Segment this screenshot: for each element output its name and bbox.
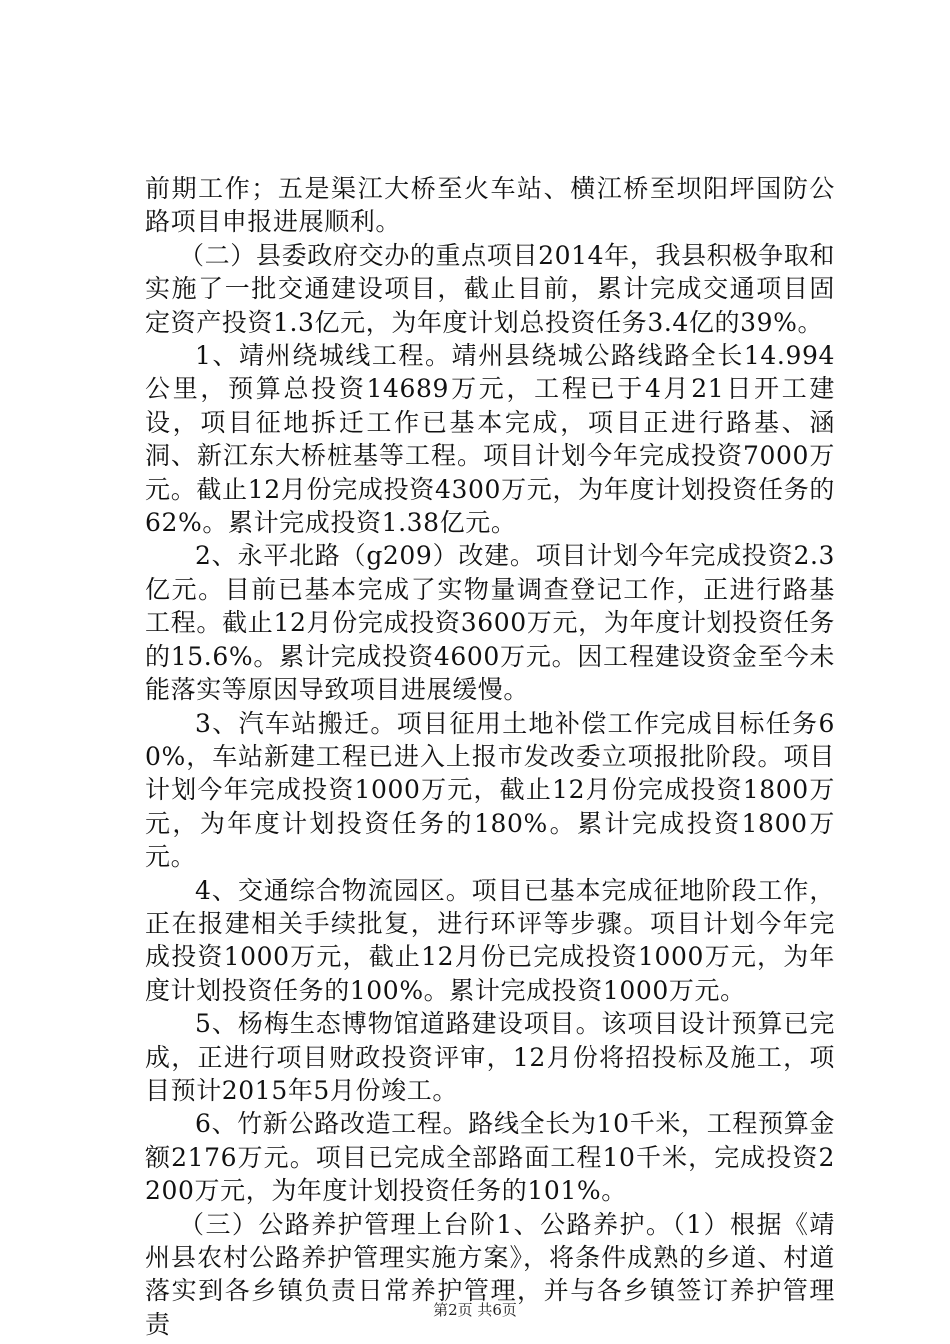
- paragraph-item-5: 5、杨梅生态博物馆道路建设项目。该项目设计预算已完成，正进行项目财政投资评审，12月份将招投标及施工，项目预计2015年5月份竣工。: [145, 1009, 835, 1105]
- paragraph-section-three: （三）公路养护管理上台阶1、公路养护。（1）根据《靖州县农村公路养护管理实施方案》，将条件成熟的乡道、村道落实到各乡镇负责日常养护管理，并与各乡镇签订养护管理责: [145, 1209, 835, 1339]
- page-number-footer: 第2页 共6页: [433, 1301, 517, 1319]
- paragraph-item-6: 6、竹新公路改造工程。路线全长为10千米，工程预算金额2176万元。项目已完成全部路面工程10千米，完成投资2200万元，为年度计划投资任务的101%。: [145, 1109, 835, 1206]
- paragraph-section-two: （二）县委政府交办的重点项目2014年，我县积极争取和实施了一批交通建设项目，截止目前，累计完成交通项目固定资产投资1.3亿元，为年度计划总投资任务3.4亿的39%。: [145, 240, 835, 337]
- paragraph-item-1: 1、靖州绕城线工程。靖州县绕城公路线路全长14.994公里，预算总投资14689万元，工程已于4月21日开工建设，项目征地拆迁工作已基本完成，项目正进行路基、涵洞、新江东大桥桩基等工程。项目计划今年完成投资7000万元。截止12月份完成投资4300万元，为年度计划投资任务的62%。累计完成投资1.38亿元。: [145, 341, 835, 538]
- paragraph-item-4: 4、交通综合物流园区。项目已基本完成征地阶段工作，正在报建相关手续批复，进行环评等步骤。项目计划今年完成投资1000万元，截止12月份已完成投资1000万元，为年度计划投资任务的100%。累计完成投资1000万元。: [145, 875, 835, 1005]
- paragraph-continuation: 前期工作；五是渠江大桥至火车站、横江桥至坝阳坪国防公路项目申报进展顺利。: [145, 174, 835, 237]
- paragraph-item-3: 3、汽车站搬迁。项目征用土地补偿工作完成目标任务60%，车站新建工程已进入上报市发改委立项报批阶段。项目计划今年完成投资1000万元，截止12月份完成投资1800万元，为年度计划投资任务的180%。累计完成投资1800万元。: [145, 708, 835, 872]
- document-body: [145, 172, 835, 1341]
- paragraph-item-2: 2、永平北路（g209）改建。项目计划今年完成投资2.3亿元。目前已基本完成了实物量调查登记工作，正进行路基工程。截止12月份完成投资3600万元，为年度计划投资任务的15.6%。累计完成投资4600万元。因工程建设资金至今未能落实等原因导致项目进展缓慢。: [145, 541, 835, 705]
